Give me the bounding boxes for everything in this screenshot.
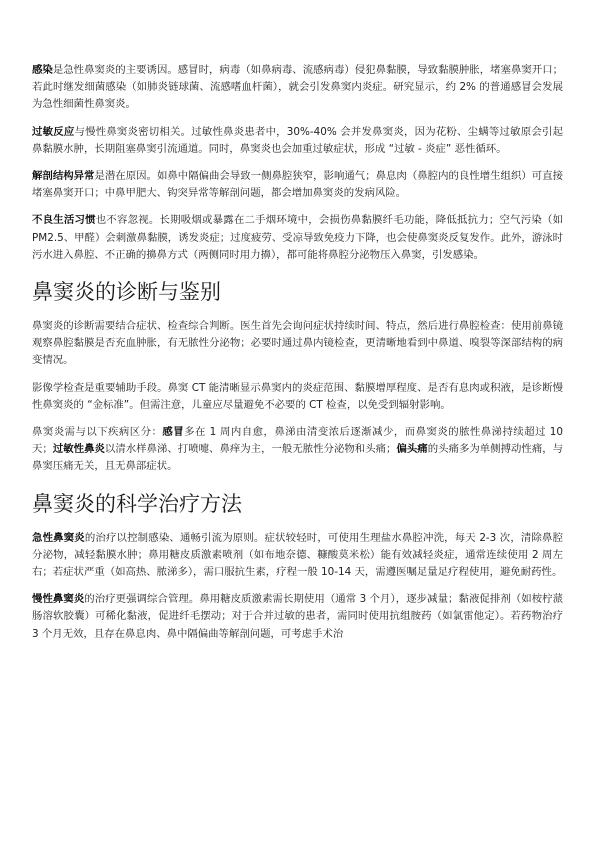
bold-term: 解剖结构异常 xyxy=(32,170,95,183)
cause-paragraph-habits xyxy=(32,212,563,264)
bold-term: 慢性鼻窦炎 xyxy=(32,593,85,606)
bold-term: 偏头痛 xyxy=(396,443,428,456)
bold-term: 过敏性鼻炎 xyxy=(52,443,105,456)
paragraph-text: 的治疗以控制感染、通畅引流为原则。症状较轻时，可使用生理盐水鼻腔冲洗，每天 2-3 次，清除鼻腔分泌物，减轻黏膜水肿；鼻用糖皮质激素喷剂（如布地奈德、糠酸莫米松）能有效减轻炎症，通常连续使用 2 周左右；若症状严重（如高热、脓涕多），需口服抗生素，疗程一般 10-14 天，需遵医嘱足量足疗程使用，避免耐药性。 xyxy=(32,531,563,579)
paragraph-text: 也不容忽视。长期吸烟或暴露在二手烟环境中，会损伤鼻黏膜纤毛功能，降低抵抗力；空气污染（如 PM2.5、甲醛）会刺激鼻黏膜，诱发炎症；过度疲劳、受凉导致免疫力下降，也会使鼻窦炎反复发作。此外，游泳时污水进入鼻腔、不正确的擤鼻方式（两侧同时用力擤），都可能将鼻腔分泌物压入鼻窦，引发感染。 xyxy=(32,214,563,261)
bold-term: 急性鼻窦炎 xyxy=(32,531,85,544)
paragraph-text: 与慢性鼻窦炎密切相关。过敏性鼻炎患者中，30%-40% 会并发鼻窦炎，因为花粉、尘螨等过敏原会引起鼻黏膜水肿，长期阻塞鼻窦引流通道。同时，鼻窦炎也会加重过敏症状，形成 “过敏 - 炎症” 恶性循环。 xyxy=(32,125,563,155)
bold-term: 不良生活习惯 xyxy=(32,214,96,227)
bold-term: 感冒 xyxy=(162,426,185,439)
acute-treatment-paragraph xyxy=(32,530,563,582)
paragraph-text: 是潜在原因。如鼻中隔偏曲会导致一侧鼻腔狭窄，影响通气；鼻息肉（鼻腔内的良性增生组织）可直接堵塞鼻窦开口；中鼻甲肥大、钩突异常等解剖问题，都会增加鼻窦炎的发病风险。 xyxy=(32,170,564,200)
bold-term: 感染 xyxy=(32,64,53,76)
paragraph-text: 是急性鼻窦炎的主要诱因。感冒时，病毒（如鼻病毒、流感病毒）侵犯鼻黏膜，导致黏膜肿胀，堵塞鼻窦开口；若此时继发细菌感染（如肺炎链球菌、流感嗜血杆菌），就会引发鼻窦内炎症。研究显示，约 2% 的普通感冒会发展为急性细菌性鼻窦炎。 xyxy=(32,64,563,111)
paragraph-text: 的治疗更强调综合管理。鼻用糖皮质激素需长期使用（通常 3 个月），逐步减量；黏液促排剂（如桉柠蒎肠溶软胶囊）可稀化黏液，促进纤毛摆动；对于合并过敏的患者，需同时使用抗组胺药（如氯雷他定）。若药物治疗 3 个月无效，且存在鼻息肉、鼻中隔偏曲等解剖问题，可考虑手术治 xyxy=(32,593,564,640)
cause-paragraph-allergy xyxy=(32,124,563,158)
paragraph-text: 鼻窦炎需与以下疾病区分： xyxy=(32,426,163,439)
paragraph-text: 以清水样鼻涕、打喷嚏、鼻痒为主，一般无脓性分泌物和头痛； xyxy=(104,443,397,456)
paragraph-text: 多在 1 周内自愈，鼻涕由清变浓后逐渐减少，而鼻窦炎的脓性鼻涕持续超过 10 天； xyxy=(32,426,563,456)
imaging-paragraph: 影像学检查是重要辅助手段。鼻窦 CT 能清晰显示鼻窦内的炎症范围、黏膜增厚程度、是否有息肉或积液，是诊断慢性鼻窦炎的 “金标准”。但需注意，儿童应尽量避免不必要的 CT 检查，以免受到辐射影响。 xyxy=(32,381,563,411)
cause-paragraph-anatomy xyxy=(32,168,563,202)
differential-paragraph xyxy=(32,424,563,476)
chronic-treatment-paragraph xyxy=(32,591,563,643)
paragraph-text: 的头痛多为单侧搏动性痛，与鼻窦压痛无关，且无鼻部症状。 xyxy=(32,443,564,473)
diagnosis-paragraph: 鼻窦炎的诊断需要结合症状、检查综合判断。医生首先会询问症状持续时间、特点，然后进行鼻腔检查：使用前鼻镜观察鼻腔黏膜是否充血肿胀，有无脓性分泌物；必要时通过鼻内镜检查，更清晰地看到中鼻道、嗅裂等深部结构的病变情况。 xyxy=(32,320,563,367)
cause-paragraph-infection xyxy=(32,62,563,114)
section-heading-treatment: 鼻窦炎的科学治疗方法 xyxy=(32,491,242,516)
section-heading-diagnosis: 鼻窦炎的诊断与鉴别 xyxy=(32,280,221,305)
bold-term: 过敏反应 xyxy=(32,125,75,138)
